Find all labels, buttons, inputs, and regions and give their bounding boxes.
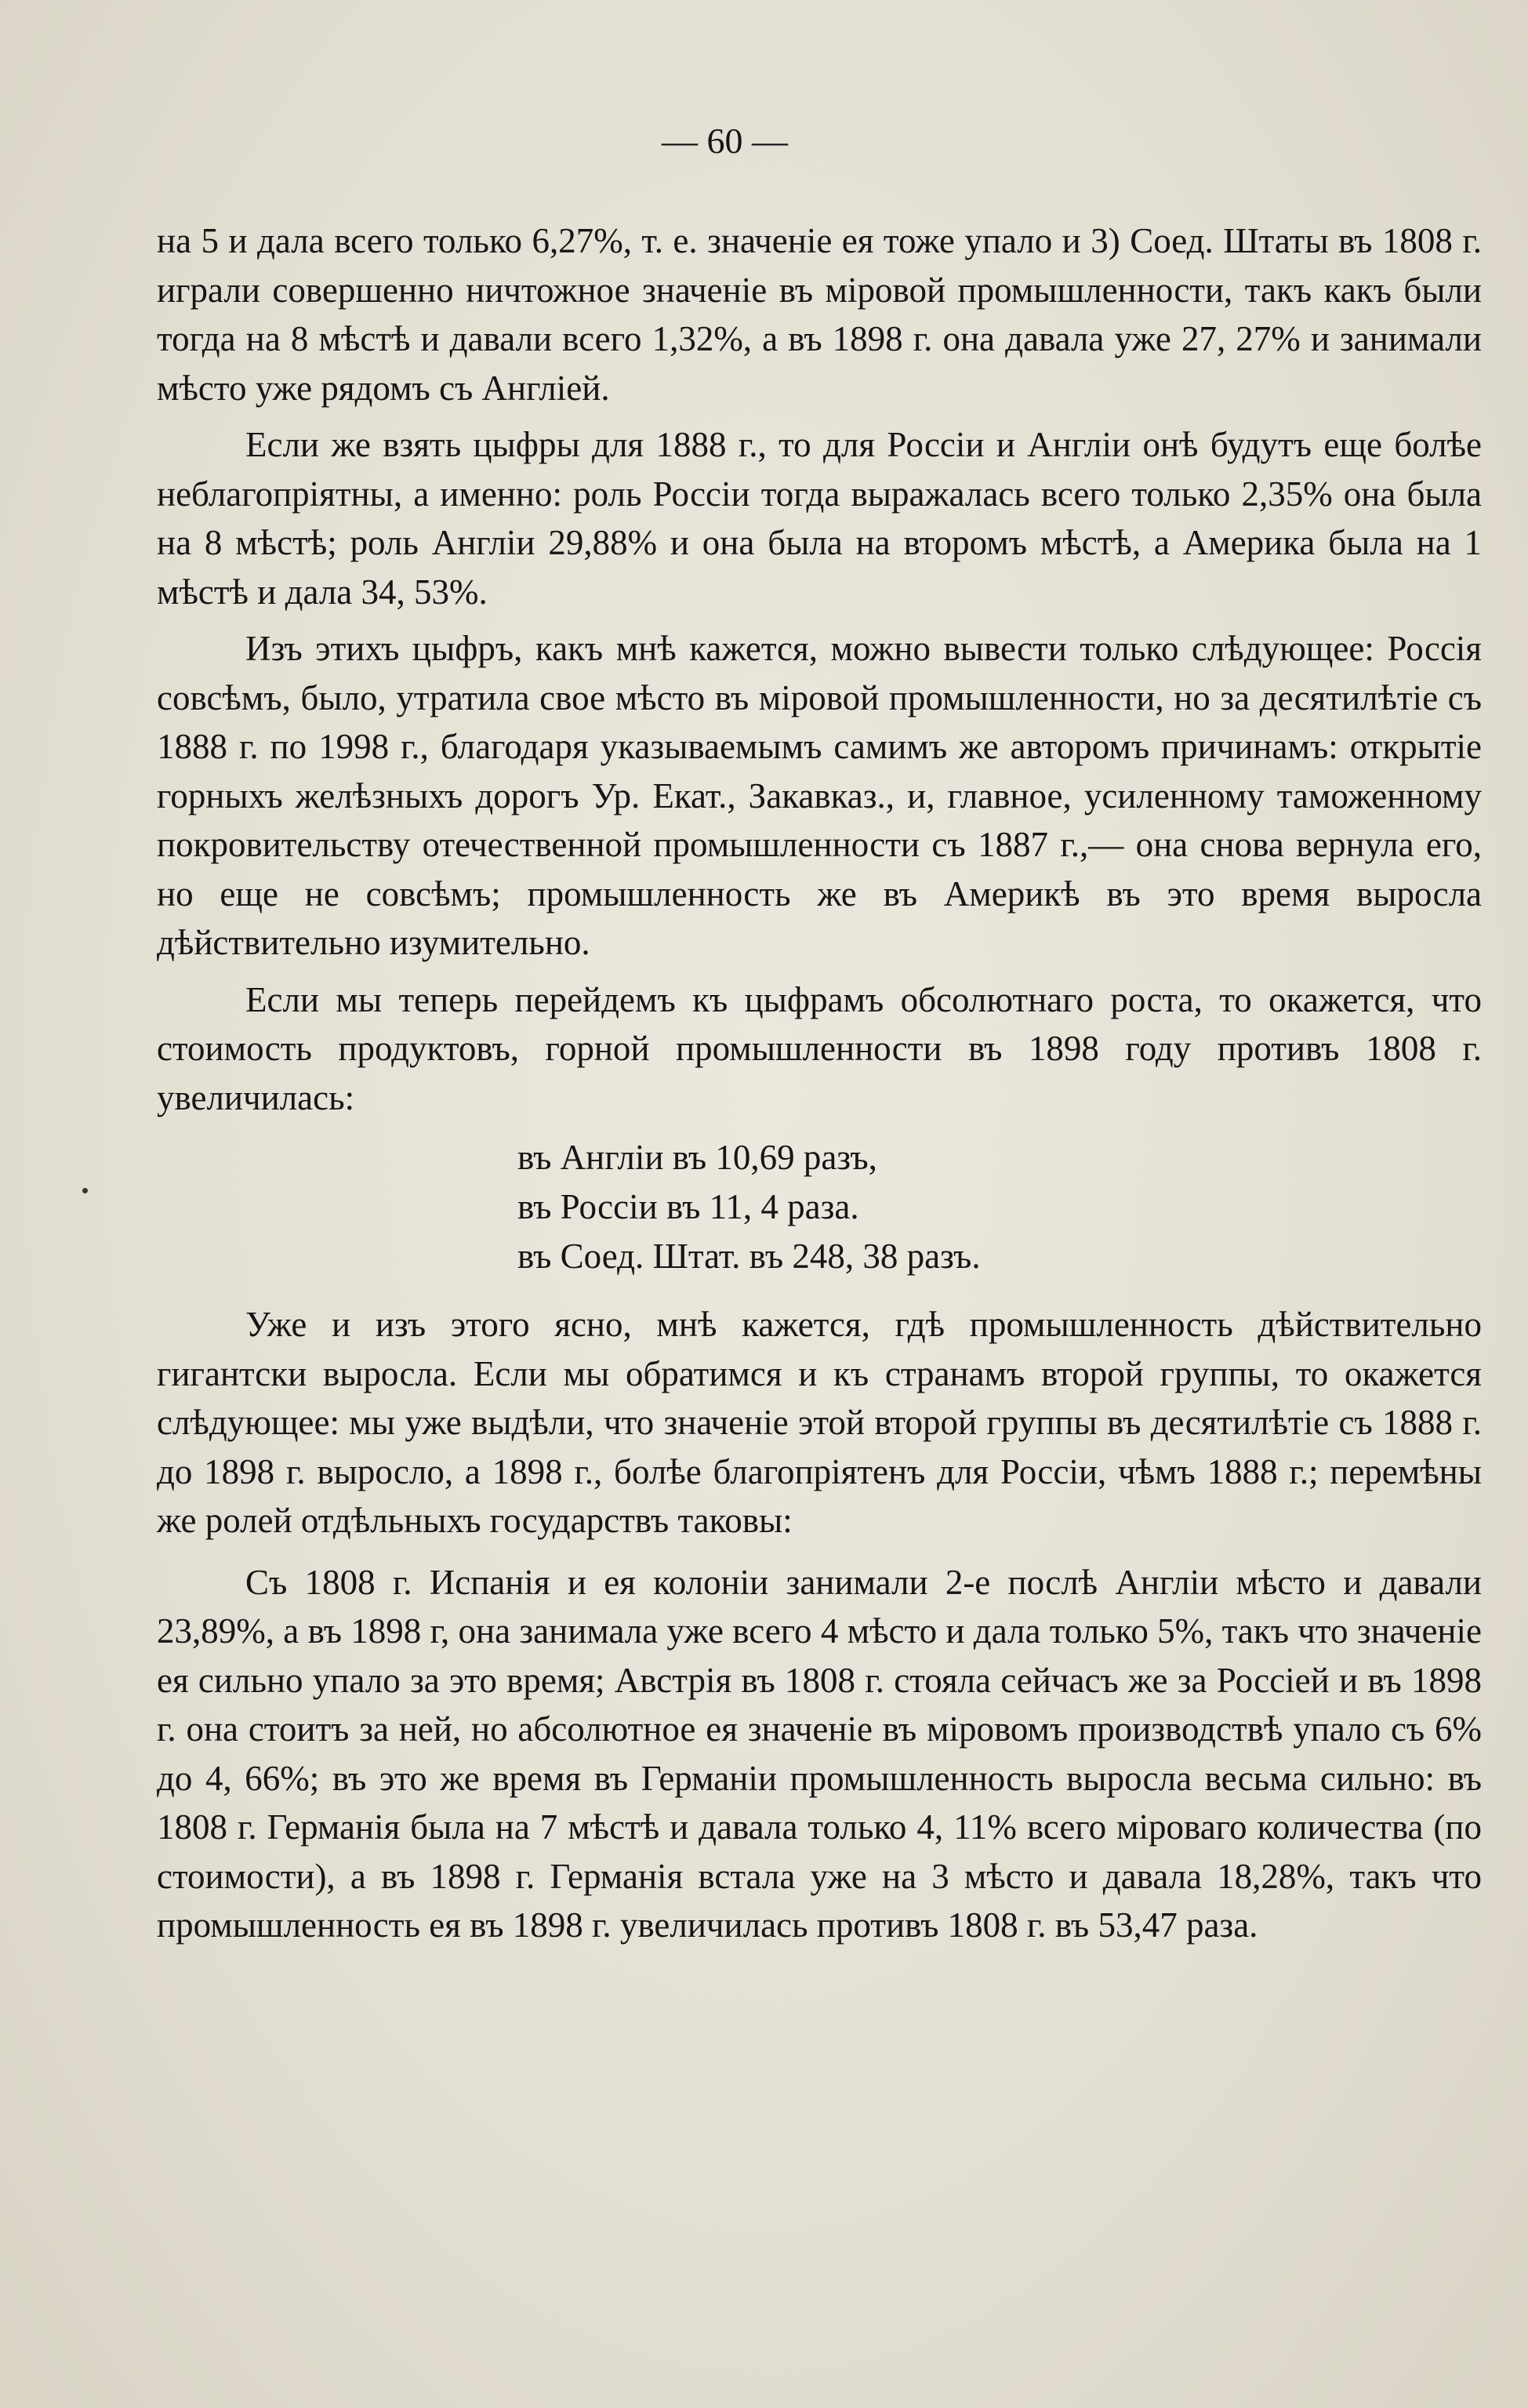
paragraph: на 5 и дала всего только 6,27%, т. е. значеніе ея тоже упало и 3) Соед. Штаты въ 1808 г. играли совершенно ничтожное значеніе въ міровой промышленности, такъ какъ были тогда на 8 мѣстѣ и давали всего 1,32%, а въ 1898 г. она давала уже 27, 27% и занимали мѣсто уже рядомъ съ Англіей. xyxy=(157,221,1482,408)
list-item: въ Англіи въ 10,69 разъ, xyxy=(517,1138,877,1177)
paragraph: Уже и изъ этого ясно, мнѣ кажется, гдѣ промышленность дѣйствительно гигантски выросла. Если мы обратимся и къ странамъ второй группы, то окажется слѣдующее: мы уже выдѣли, что значеніе этой второй группы въ десятилѣтіе съ 1888 г. до 1898 г. выросло, а 1898 г., болѣе благопріятенъ для Россіи, чѣмъ 1888 г.; перемѣны же ролей отдѣльныхъ государствъ таковы: xyxy=(157,1305,1482,1540)
growth-list xyxy=(517,1133,1482,1281)
paragraph: Съ 1808 г. Испанія и ея колоніи занимали 2-е послѣ Англіи мѣсто и давали 23,89%, а въ 1898 г, она занимала уже всего 4 мѣсто и дала только 5%, такъ что значеніе ея сильно упало за это время; Австрія въ 1808 г. стояла сейчасъ же за Россіей и въ 1898 г. она стоитъ за ней, но абсолютное ея значеніе въ міровомъ производствѣ упало съ 6% до 4, 66%; въ это же время въ Германіи промышленность выросла весьма сильно: въ 1808 г. Германія была на 7 мѣстѣ и давала только 4, 11% всего міроваго количества (по стоимости), а въ 1898 г. Германія встала уже на 3 мѣсто и давала 18,28%, такъ что промышленность ея въ 1898 г. увеличилась противъ 1808 г. въ 53,47 раза. xyxy=(157,1562,1482,1945)
paragraph: Изъ этихъ цыфръ, какъ мнѣ кажется, можно вывести только слѣдующее: Россія совсѣмъ, было, утратила свое мѣсто въ міровой промышленности, но за десятилѣтіе съ 1888 г. по 1998 г., благодаря указываемымъ самимъ же авторомъ причинамъ: открытіе горныхъ желѣзныхъ дорогъ Ур. Екат., Закавказ., и, главное, усиленному таможенному покровительству отечественной промышленности съ 1887 г.,— она снова вернула его, но еще не совсѣмъ; промышленность же въ Америкѣ въ это время выросла дѣйствительно изумительно. xyxy=(157,629,1482,962)
margin-mark xyxy=(82,1188,88,1193)
list-item: въ Россіи въ 11, 4 раза. xyxy=(517,1187,859,1226)
page-number: — 60 — xyxy=(662,121,788,161)
list-item: въ Соед. Штат. въ 248, 38 разъ. xyxy=(517,1237,981,1276)
paragraph: Если мы теперь перейдемъ къ цыфрамъ обсолютнаго роста, то окажется, что стоимость продуктовъ, горной промышленности въ 1898 году противъ 1808 г. увеличилась: xyxy=(157,979,1482,1117)
text-body xyxy=(157,216,1482,1950)
paragraph: Если же взять цыфры для 1888 г., то для Россіи и Англіи онѣ будутъ еще болѣе неблагопріятны, а именно: роль Россіи тогда выражалась всего только 2,35% она была на 8 мѣстѣ; роль Англіи 29,88% и она была на второмъ мѣстѣ, а Америка была на 1 мѣстѣ и дала 34, 53%. xyxy=(157,425,1482,612)
